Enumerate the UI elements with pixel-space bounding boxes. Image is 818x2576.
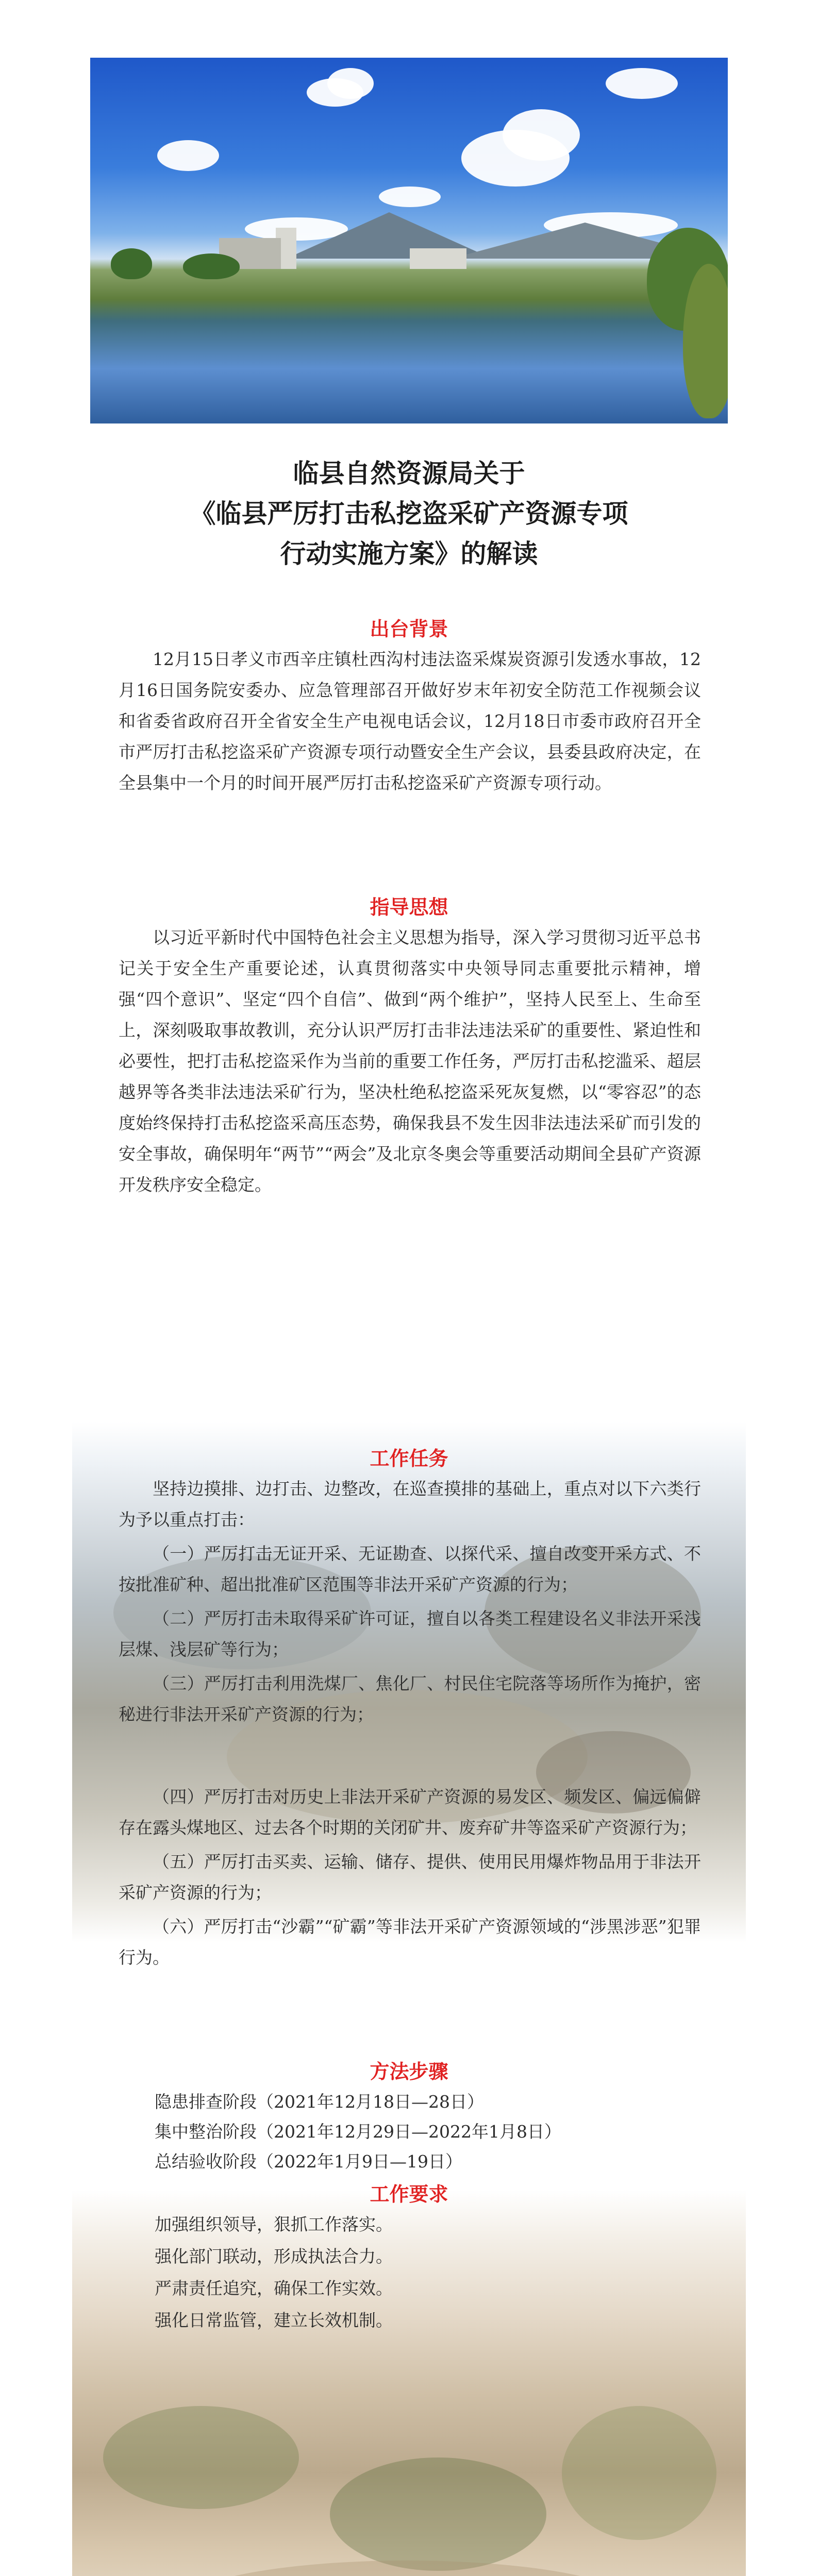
section-heading-guiding: 指导思想 xyxy=(370,896,448,919)
guiding-paragraph xyxy=(119,922,701,1200)
step-item: 隐患排查阶段（2021年12月18日—28日） xyxy=(155,2092,484,2112)
title-line-2: 《临县严厉打击私挖盗采矿产资源专项 xyxy=(190,498,628,529)
task-item: （三）严厉打击利用洗煤厂、焦化厂、村民住宅院落等场所作为掩护，密秘进行非法开采矿产资源的行为； xyxy=(119,1673,701,1724)
task-item: （一）严厉打击无证开采、无证勘查、以探代采、擅自改变开采方式、不按批准矿种、超出批准矿区范围等非法开采矿产资源的行为； xyxy=(119,1544,701,1595)
step-item: 总结验收阶段（2022年1月9日—19日） xyxy=(155,2151,462,2172)
section-heading-steps: 方法步骤 xyxy=(370,2060,448,2083)
task-item: （六）严厉打击“沙霸”“矿霸”等非法开采矿产资源领域的“涉黑涉恶”犯罪行为。 xyxy=(119,1917,701,1968)
background-text: 12月15日孝义市西辛庄镇杜西沟村违法盗采煤炭资源引发透水事故，12月16日国务院安委办、应急管理部召开做好岁末年初安全防范工作视频会议和省委省政府召开全省安全生产电视电话会议，12月18日市委市政府召开全市严厉打击私挖盗采矿产资源专项行动暨安全生产会议，县委县政府决定，在全县集中一个月的时间开展严厉打击私挖盗采矿产资源专项行动。 xyxy=(119,649,701,793)
document-title xyxy=(90,453,728,574)
header-photo xyxy=(90,58,728,423)
requirement-item: 强化日常监管，建立长效机制。 xyxy=(155,2310,393,2330)
section-heading-tasks: 工作任务 xyxy=(370,1447,448,1470)
task-item: （四）严厉打击对历史上非法开采矿产资源的易发区、频发区、偏远偏僻存在露头煤地区、过去各个时期的关闭矿井、废弃矿井等盗采矿产资源行为； xyxy=(119,1787,701,1838)
title-line-1: 临县自然资源局关于 xyxy=(293,458,525,488)
task-item: （五）严厉打击买卖、运输、储存、提供、使用民用爆炸物品用于非法开采矿产资源的行为； xyxy=(119,1852,701,1903)
section-heading-requirements: 工作要求 xyxy=(370,2183,448,2206)
requirement-item: 严肃责任追究，确保工作实效。 xyxy=(155,2278,393,2298)
requirement-item: 加强组织领导，狠抓工作落实。 xyxy=(155,2214,393,2234)
tasks-content xyxy=(119,1473,701,1973)
guiding-text: 以习近平新时代中国特色社会主义思想为指导，深入学习贯彻习近平总书记关于安全生产重要论述，认真贯彻落实中央领导同志重要批示精神，增强“四个意识”、坚定“四个自信”、做到“两个维护”，坚持人民至上、生命至上，深刻吸取事故教训，充分认识严厉打击非法违法采矿的重要性、紧迫性和必要性，把打击私挖盗采作为当前的重要工作任务，严厉打击私挖滥采、超层越界等各类非法违法采矿行为，坚决杜绝私挖盗采死灰复燃，以“零容忍”的态度始终保持打击私挖盗采高压态势，确保我县不发生因非法违法采矿而引发的安全事故，确保明年“两节”“两会”及北京冬奥会等重要活动期间全县矿产资源开发秩序安全稳定。 xyxy=(119,927,701,1195)
title-line-3: 行动实施方案》的解读 xyxy=(280,538,538,569)
requirement-item: 强化部门联动，形成执法合力。 xyxy=(155,2246,393,2266)
tasks-intro: 坚持边摸排、边打击、边整改，在巡查摸排的基础上，重点对以下六类行为予以重点打击： xyxy=(119,1479,701,1530)
task-item: （二）严厉打击未取得采矿许可证，擅自以各类工程建设名义非法开采浅层煤、浅层矿等行为； xyxy=(119,1608,701,1659)
background-paragraph xyxy=(119,644,701,799)
step-item: 集中整治阶段（2021年12月29日—2022年1月8日） xyxy=(155,2122,561,2142)
section-heading-background: 出台背景 xyxy=(370,618,448,640)
